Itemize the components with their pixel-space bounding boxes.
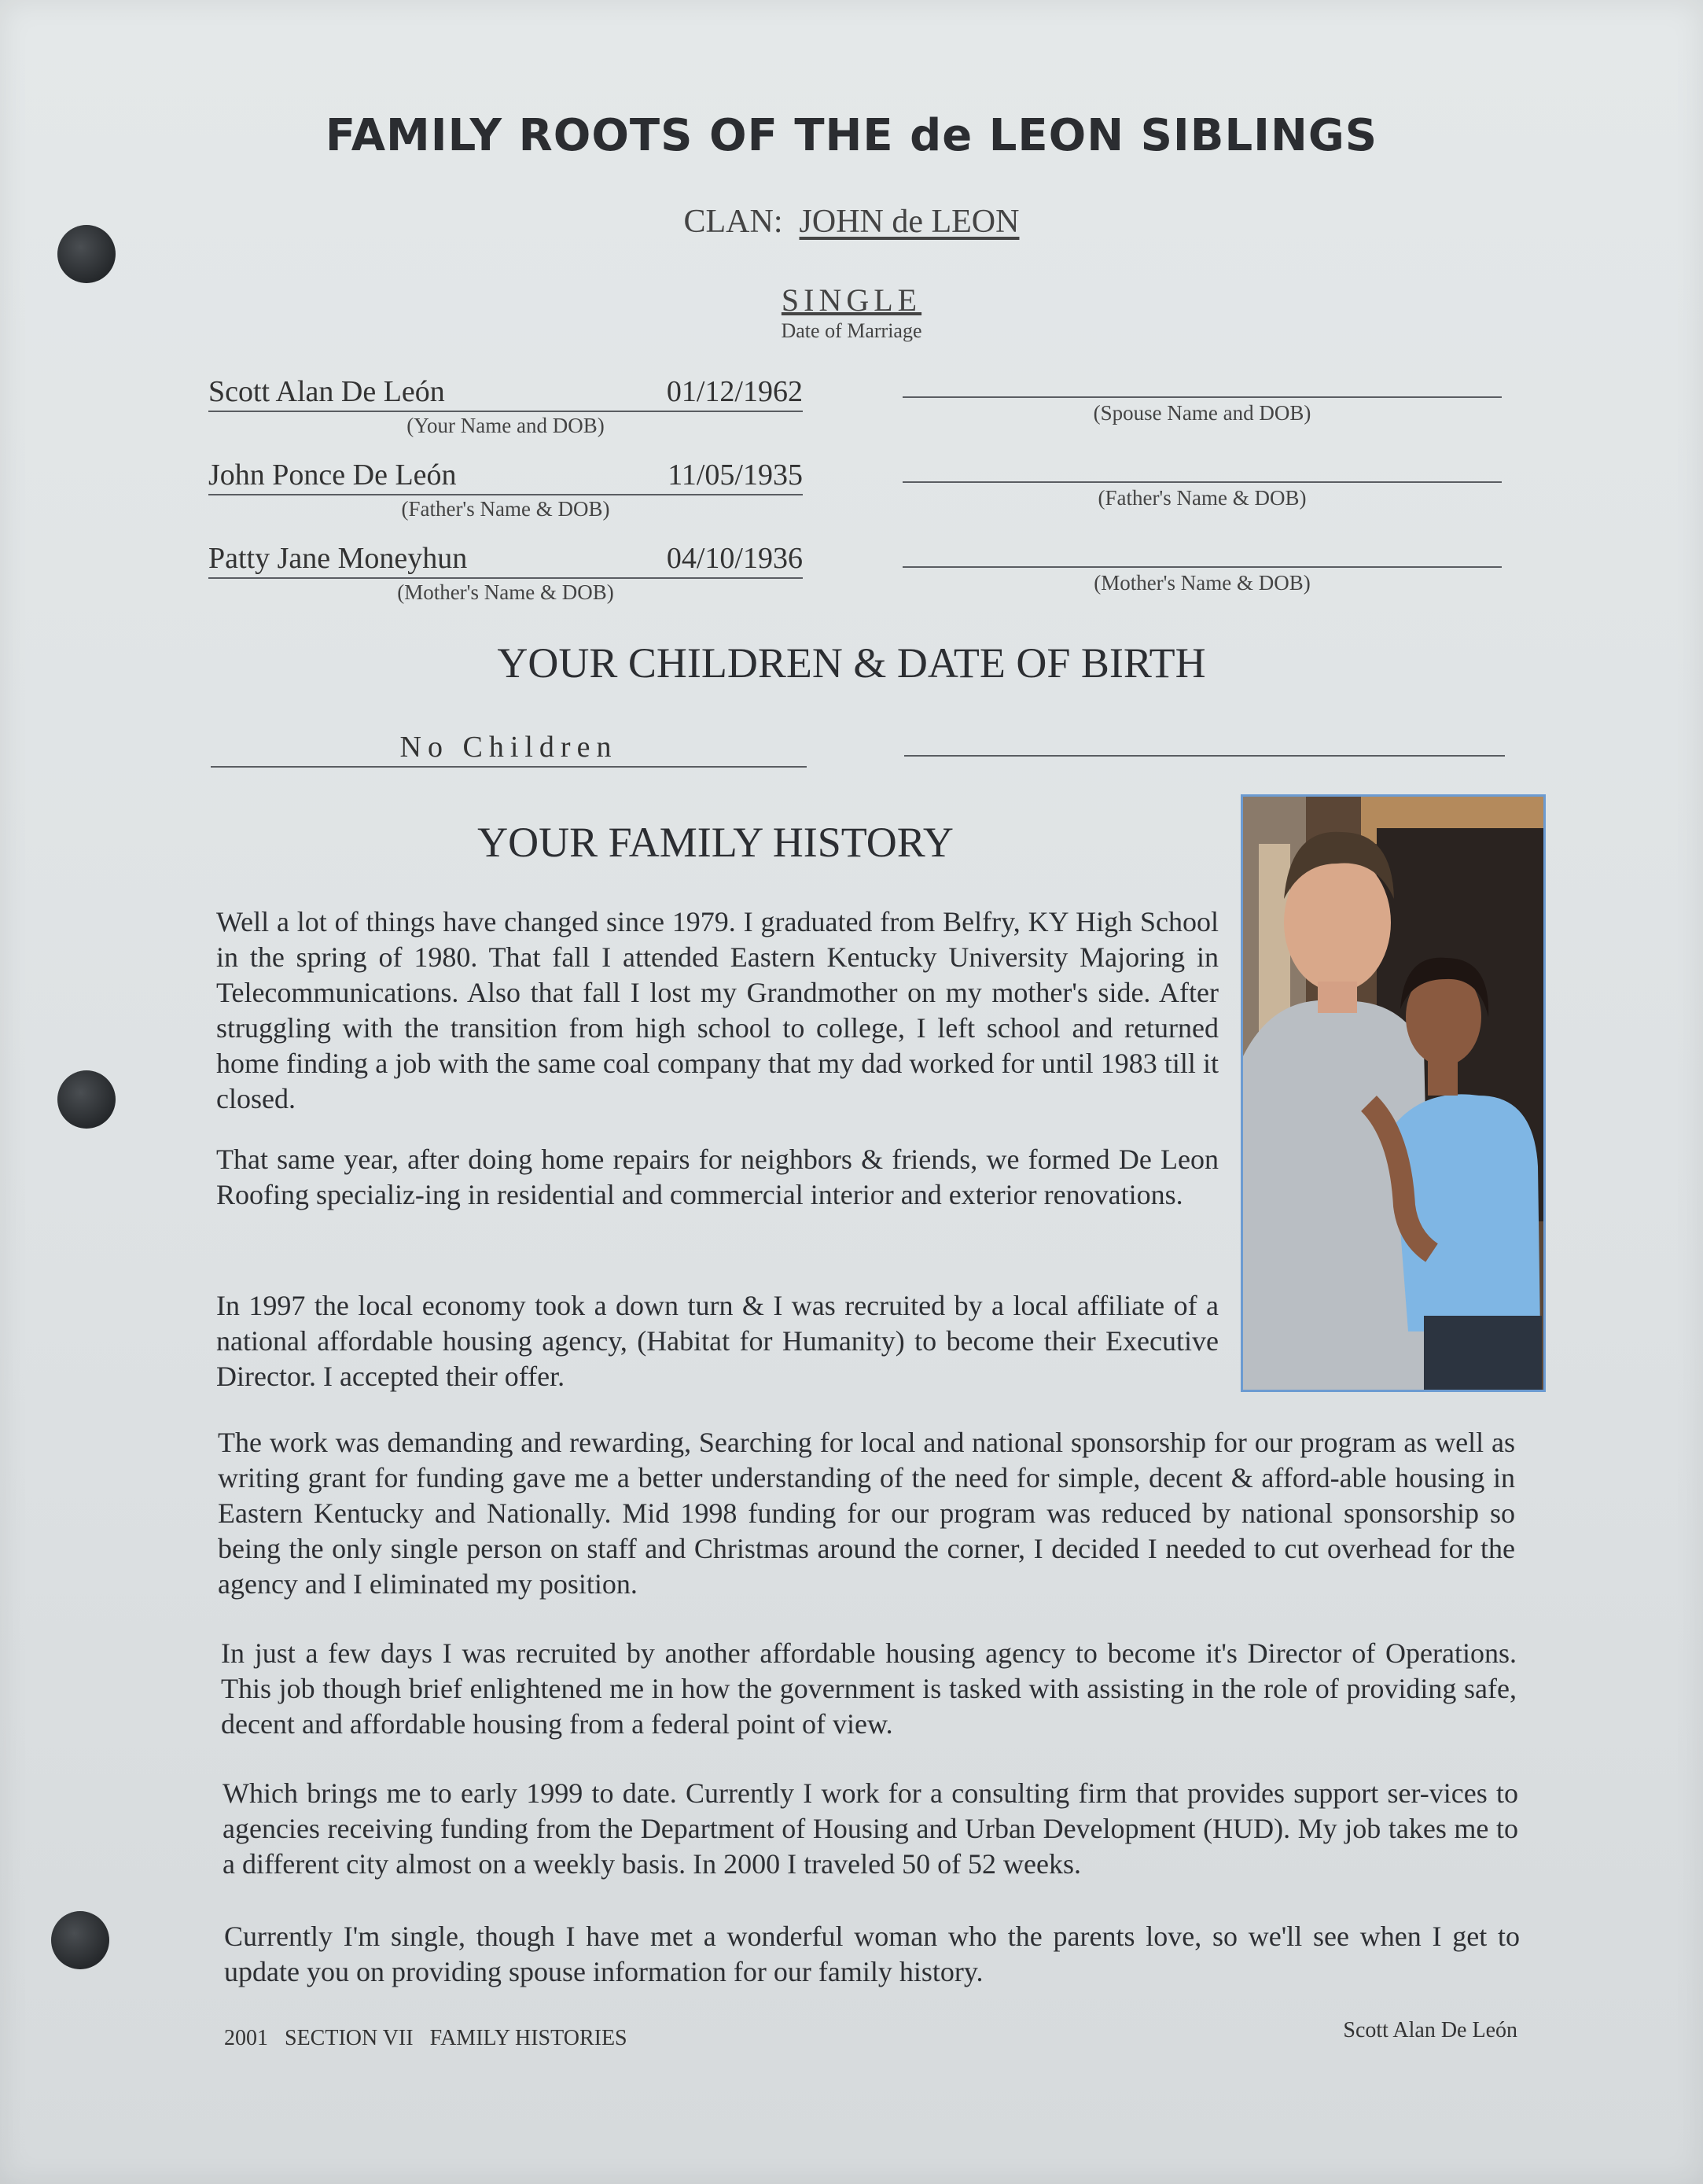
history-paragraph-1: Well a lot of things have changed since 1979. I graduated from Belfry, KY High School in the spring of 1980. That fall I attended Eastern Kentucky University Majoring in Telecommunications. Also that fall I lost my Grandmother on my mother's side. After struggling with the transition from high school to college, I left school and returned home finding a job with the same coal company that my dad worked for until 1983 till it closed.: [216, 906, 1219, 1114]
father-dob: 11/05/1935: [668, 459, 803, 492]
children-value: No Children: [399, 731, 618, 764]
self-caption: (Your Name and DOB): [406, 414, 605, 437]
children-field-right: [904, 719, 1505, 757]
spouse-mother-caption: (Mother's Name & DOB): [1094, 571, 1311, 595]
children-field: [211, 730, 807, 768]
children-heading: YOUR CHILDREN & DATE OF BIRTH: [497, 639, 1206, 687]
spouse-father-field: [903, 445, 1502, 483]
marital-caption: Date of Marriage: [781, 319, 922, 342]
history-paragraph-7: Currently I'm single, though I have met a wonderful woman who the parents love, so we'll see when I get to update you on providing spouse information for our family history.: [224, 1921, 1520, 1987]
footer-author: Scott Alan De León: [1343, 2018, 1517, 2042]
spouse-father-caption: (Father's Name & DOB): [1098, 486, 1307, 510]
clan-name: JOHN de LEON: [799, 204, 1020, 240]
binder-hole-middle: [57, 1070, 116, 1129]
mother-name: Patty Jane Moneyhun: [208, 542, 468, 575]
spouse-caption: (Spouse Name and DOB): [1093, 401, 1311, 425]
self-dob: 01/12/1962: [666, 375, 803, 408]
binder-hole-bottom: [51, 1911, 109, 1969]
mother-caption: (Mother's Name & DOB): [397, 580, 614, 604]
spouse-mother-field: [903, 530, 1502, 568]
history-paragraph-3: In 1997 the local economy took a down turn & I was recruited by a local affiliate of a national affordable housing agency, (Habitat for Humanity) to become their Executive Director. I accepted their offer.: [216, 1290, 1219, 1392]
father-caption: (Father's Name & DOB): [401, 497, 610, 521]
history-heading: YOUR FAMILY HISTORY: [477, 819, 954, 866]
clan-label: CLAN:: [683, 204, 783, 240]
footer-section: 2001 SECTION VII FAMILY HISTORIES: [224, 2026, 627, 2050]
family-photo: [1241, 794, 1546, 1392]
mother-name-field: [208, 541, 803, 579]
page-title: FAMILY ROOTS OF THE de LEON SIBLINGS: [325, 110, 1378, 161]
couple-photo-illustration: [1243, 797, 1543, 1390]
mother-dob: 04/10/1936: [666, 542, 803, 575]
father-name-field: [208, 458, 803, 495]
history-paragraph-5: In just a few days I was recruited by another affordable housing agency to become it's Director of Operations. This job though brief enlightened me in how the government is tasked with assisting in the role of providing safe, decent and affordable housing from a federal point of view.: [221, 1637, 1517, 1740]
clan-line: [0, 203, 1703, 241]
marital-status: SINGLE: [781, 282, 922, 318]
history-paragraph-6: Which brings me to early 1999 to date. Currently I work for a consulting firm that provides support ser-vices to agencies receiving funding from the Department of Housing and Urban Development (HUD). My job takes me to a different city almost on a weekly basis. In 2000 I traveled 50 of 52 weeks.: [223, 1777, 1518, 1880]
history-paragraph-4: The work was demanding and rewarding, Searching for local and national sponsorship for our program as well as writing grant for funding gave me a better understanding of the need for simple, decent & afford-able housing in Eastern Kentucky and Nationally. Mid 1998 funding for our program was reduced by national sponsorship so being the only single person on staff and Christmas around the corner, I decided I needed to cut overhead for the agency and I eliminated my position.: [218, 1427, 1515, 1600]
spouse-name-field: [903, 360, 1502, 398]
history-paragraph-2: That same year, after doing home repairs for neighbors & friends, we formed De Leon Roofing specializ-ing in residential and commercial interior and exterior renovations.: [216, 1144, 1219, 1210]
self-name: Scott Alan De León: [208, 375, 445, 408]
father-name: John Ponce De León: [208, 459, 457, 492]
self-name-field: [208, 374, 803, 412]
